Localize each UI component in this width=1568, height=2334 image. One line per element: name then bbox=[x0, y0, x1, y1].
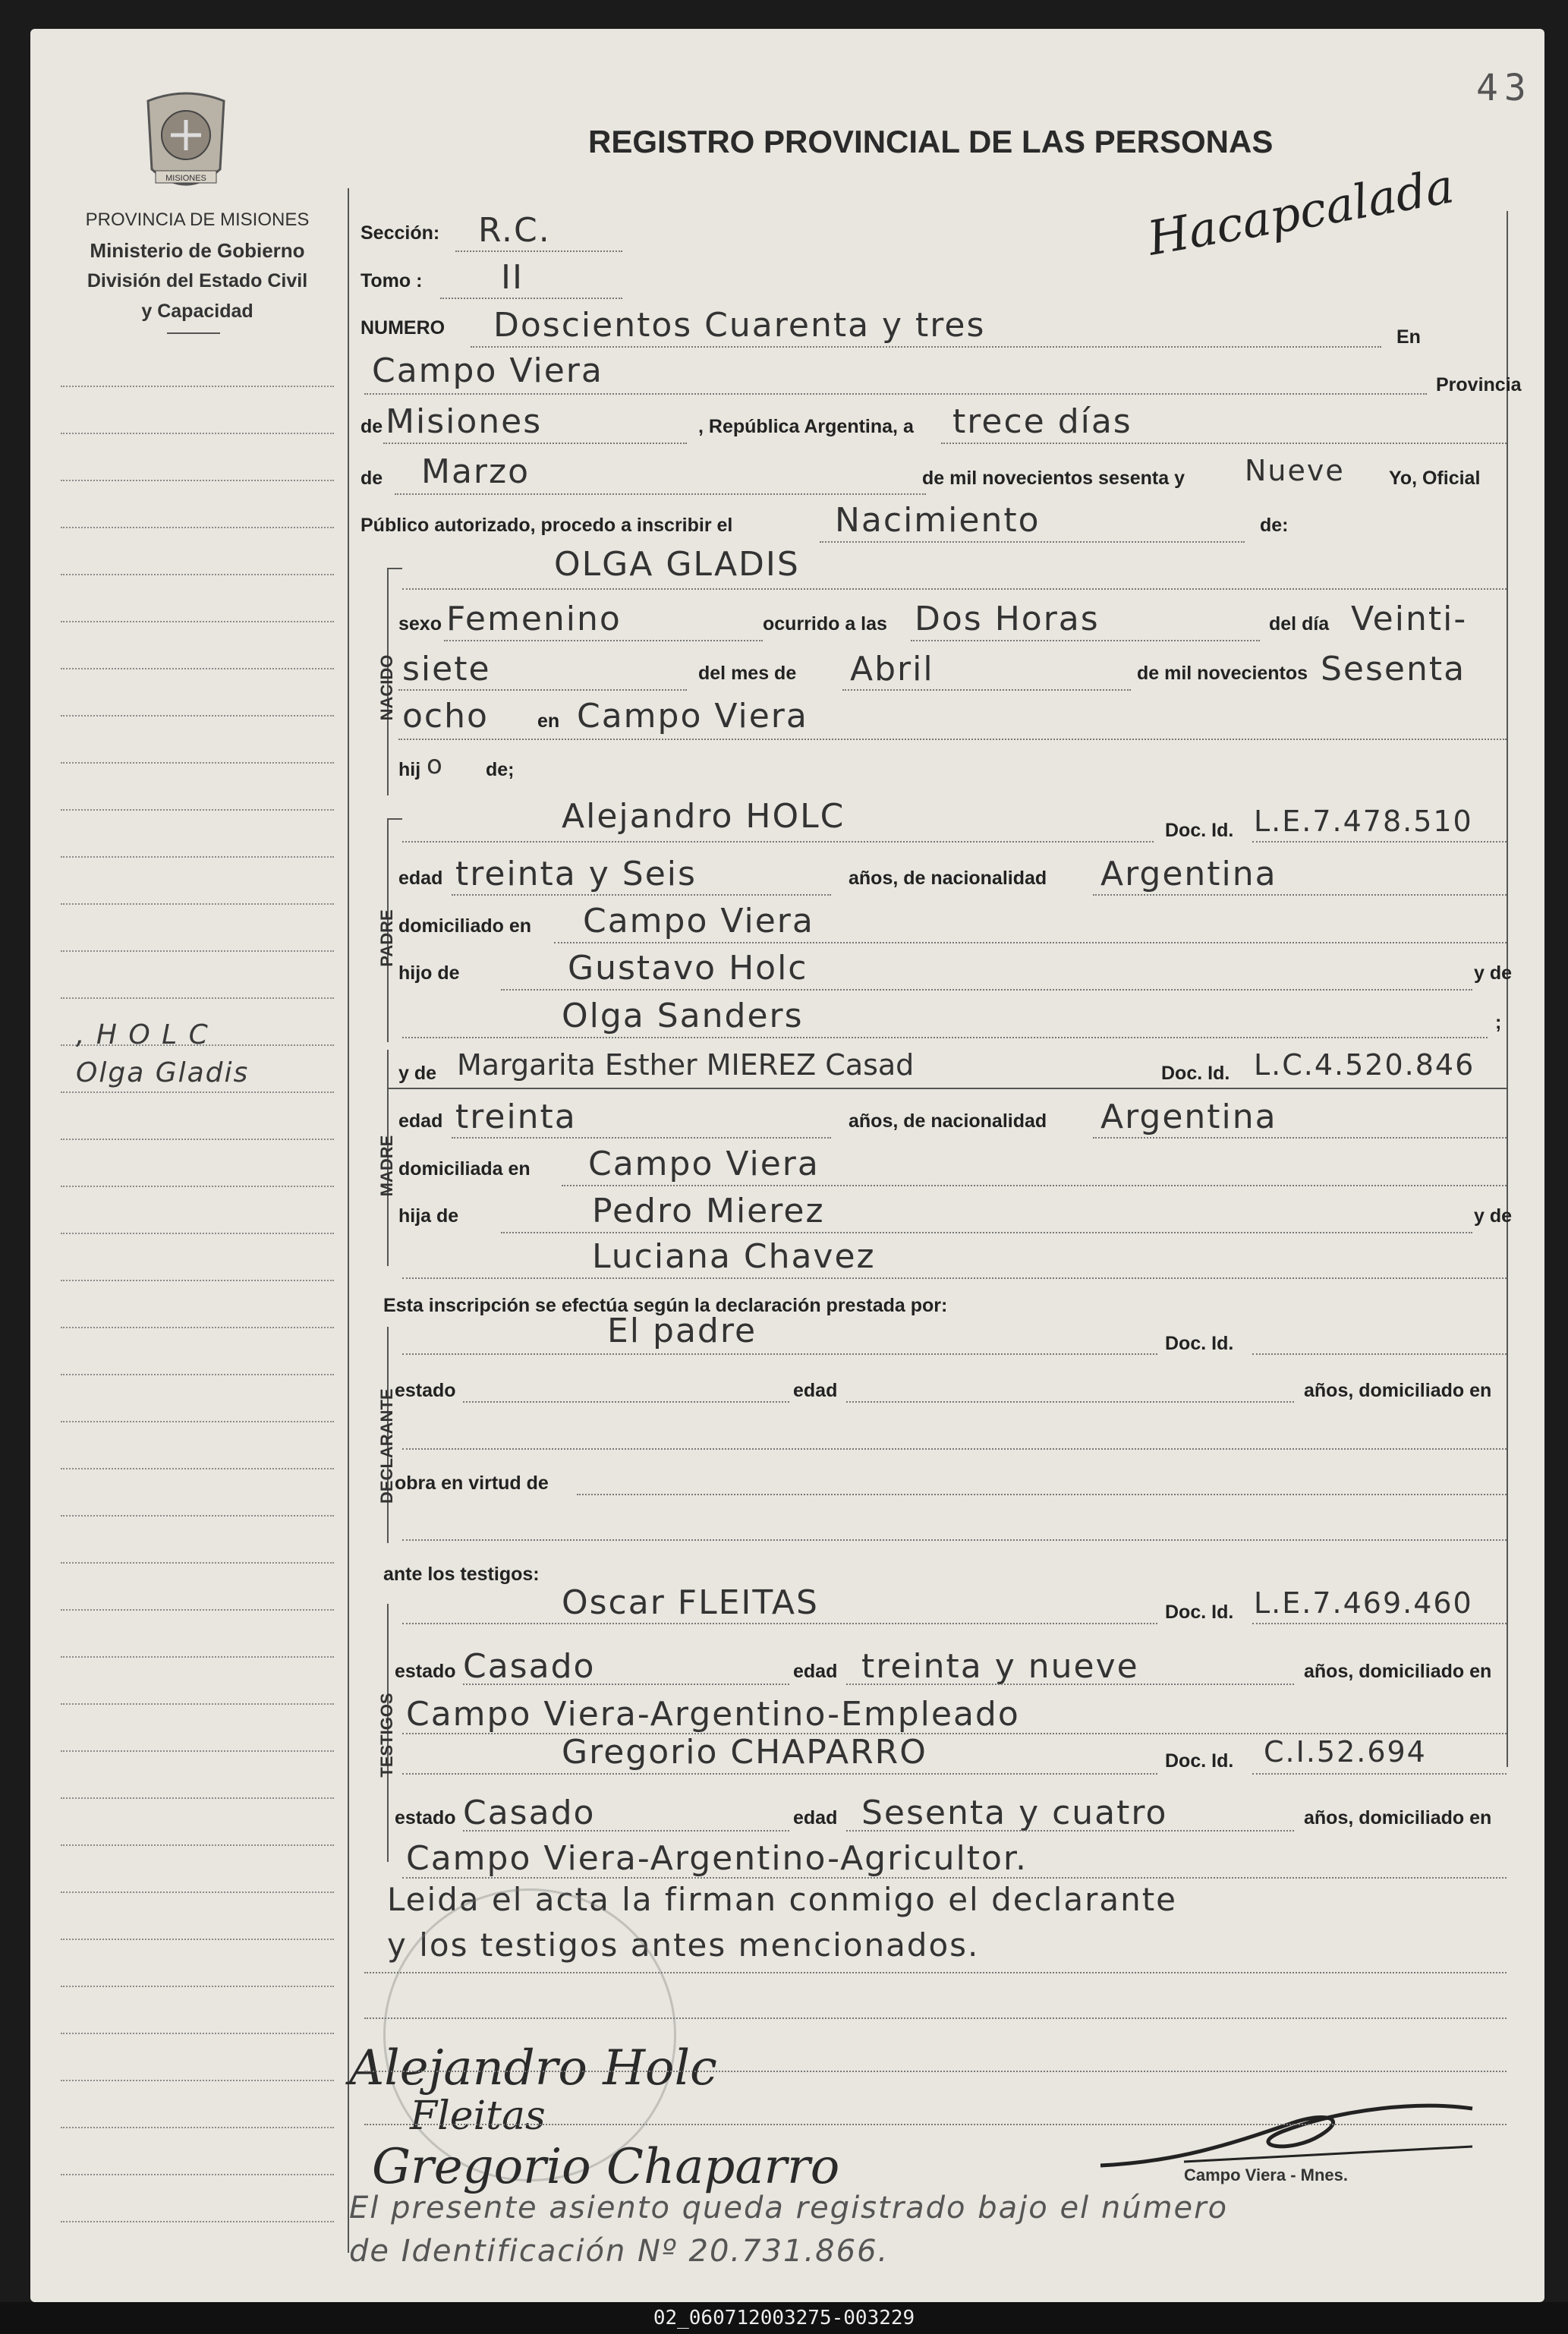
de-label-2: de bbox=[361, 468, 383, 489]
closing-line-1: Leida el acta la firman conmigo el declarante bbox=[387, 1881, 1178, 1918]
margin-rule bbox=[61, 2033, 334, 2034]
declarante-nombre: El padre bbox=[607, 1312, 757, 1350]
sexo-label: sexo bbox=[398, 613, 442, 635]
org-line-2: Ministerio de Gobierno bbox=[90, 239, 305, 262]
testigo1-edad: treinta y nueve bbox=[861, 1647, 1139, 1686]
declarante-obra-label: obra en virtud de bbox=[395, 1473, 549, 1494]
acto-line bbox=[820, 541, 1245, 543]
dia-value: trece días bbox=[952, 402, 1132, 441]
margin-rule bbox=[61, 1091, 334, 1093]
numero-label: NUMERO bbox=[361, 317, 446, 339]
en-label: En bbox=[1396, 326, 1421, 348]
closing-line-2: y los testigos antes mencionados. bbox=[387, 1926, 980, 1964]
declarante-extra-line bbox=[402, 1539, 1507, 1541]
nacido-nombre: OLGA GLADIS bbox=[554, 545, 800, 584]
official-stamp-text: Campo Viera - Mnes. bbox=[1184, 2165, 1348, 2184]
margin-note-name: Olga Gladis bbox=[76, 1057, 250, 1088]
madre-doc-label: Doc. Id. bbox=[1161, 1063, 1230, 1084]
testigo2-edad-line bbox=[846, 1830, 1294, 1832]
provincial-seal-icon bbox=[137, 86, 235, 200]
declarante-intro: Esta inscripción se efectúa según la declaración prestada por: bbox=[383, 1295, 948, 1316]
mes-line bbox=[395, 493, 926, 495]
padre-top bbox=[387, 818, 402, 820]
margin-rule bbox=[61, 433, 334, 434]
testigo2-doc-label: Doc. Id. bbox=[1165, 1750, 1234, 1772]
del-dia-label: del día bbox=[1269, 613, 1330, 635]
margin-rule bbox=[61, 1515, 334, 1517]
testigos-label: TESTIGOS bbox=[377, 1693, 396, 1778]
margin-rule bbox=[61, 668, 334, 669]
margin-rule bbox=[61, 1139, 334, 1140]
margin-rule bbox=[61, 1374, 334, 1375]
declarante-anios-label: años, domiciliado en bbox=[1304, 1380, 1492, 1401]
padre-hijo-label: hijo de bbox=[398, 962, 460, 984]
testigo1-dom: Campo Viera-Argentino-Empleado bbox=[406, 1695, 1020, 1734]
republica-label: , República Argentina, a bbox=[698, 416, 914, 437]
madre-edad-line bbox=[452, 1137, 831, 1139]
margin-rule bbox=[61, 1986, 334, 1987]
padre-nac-label: años, de nacionalidad bbox=[849, 868, 1047, 889]
testigo1-nombre: Oscar FLEITAS bbox=[562, 1583, 819, 1622]
page-title: REGISTRO PROVINCIAL DE LAS PERSONAS bbox=[588, 124, 1274, 159]
testigo2-doc-line bbox=[1252, 1773, 1507, 1775]
declarante-label: DECLARANTE bbox=[377, 1388, 396, 1504]
mes-value: Marzo bbox=[421, 452, 531, 491]
margin-rule bbox=[61, 527, 334, 528]
margin-rule bbox=[61, 856, 334, 858]
testigo2-estado-label: estado bbox=[395, 1807, 456, 1828]
nacido-lugar-line bbox=[398, 739, 1507, 740]
anio-value: Nueve bbox=[1245, 454, 1345, 487]
margin-rule bbox=[61, 574, 334, 575]
nacido-lugar: Campo Viera bbox=[577, 697, 808, 735]
padre-yde-label: y de bbox=[1474, 962, 1513, 984]
tomo-value: II bbox=[501, 258, 524, 297]
margin-rule bbox=[61, 1186, 334, 1187]
declarante-edad-line bbox=[846, 1401, 1294, 1403]
margin-note-surname: , H O L C bbox=[76, 1019, 209, 1050]
padre-edad-value: treinta y Seis bbox=[455, 855, 697, 893]
madre-dom-value: Campo Viera bbox=[588, 1145, 820, 1183]
hora-value: Dos Horas bbox=[915, 600, 1100, 638]
testigo1-estado-line bbox=[463, 1684, 789, 1685]
madre-padre-de: Pedro Mierez bbox=[592, 1192, 825, 1230]
nacido-mes-value: Abril bbox=[850, 650, 934, 688]
margin-rule bbox=[61, 1844, 334, 1846]
margin-rule bbox=[61, 2221, 334, 2222]
testigo1-doc-label: Doc. Id. bbox=[1165, 1602, 1234, 1623]
sexo-value: Femenino bbox=[446, 600, 622, 638]
margin-rule bbox=[61, 715, 334, 717]
madre-nac-line bbox=[1093, 1137, 1507, 1139]
madre-yde-label: y de bbox=[398, 1063, 437, 1084]
margin-rule bbox=[61, 1468, 334, 1469]
nacido-nombre-line bbox=[402, 588, 1507, 590]
seccion-line bbox=[455, 250, 622, 252]
madre-label: MADRE bbox=[377, 1135, 396, 1197]
padre-nombre: Alejandro HOLC bbox=[562, 797, 845, 836]
declarante-edad-label: edad bbox=[793, 1380, 838, 1401]
margin-rule bbox=[61, 762, 334, 764]
testigo1-doc: L.E.7.469.460 bbox=[1254, 1586, 1473, 1620]
madre-madre-de: Luciana Chavez bbox=[592, 1237, 876, 1276]
margin-rule bbox=[61, 1891, 334, 1893]
testigo2-doc: C.I.52.694 bbox=[1264, 1735, 1427, 1769]
madre-madre-line bbox=[402, 1277, 1507, 1279]
nacido-top bbox=[387, 568, 402, 569]
acto-value: Nacimiento bbox=[835, 501, 1041, 540]
madre-yde-2: y de bbox=[1474, 1205, 1513, 1227]
signature-line-b bbox=[364, 2124, 1507, 2125]
signature-line-a bbox=[364, 2071, 1507, 2072]
margin-rule bbox=[61, 1421, 334, 1422]
left-frame bbox=[348, 188, 349, 2253]
testigo1-nombre-line bbox=[402, 1623, 1157, 1624]
margin-rule bbox=[61, 1280, 334, 1281]
nacido-anio-b: ocho bbox=[402, 697, 489, 735]
declarante-estado-line bbox=[463, 1401, 789, 1403]
numero-value: Doscientos Cuarenta y tres bbox=[493, 306, 986, 345]
padre-doc-value: L.E.7.478.510 bbox=[1254, 805, 1473, 838]
padre-madre-de: Olga Sanders bbox=[562, 997, 804, 1035]
divider bbox=[167, 332, 220, 334]
padre-dom-value: Campo Viera bbox=[583, 902, 814, 940]
padre-dom-line bbox=[554, 942, 1507, 943]
testigo2-estado-line bbox=[463, 1830, 789, 1832]
dia-b-line bbox=[398, 689, 687, 691]
madre-nac-label: años, de nacionalidad bbox=[849, 1110, 1047, 1132]
provincia-label: Provincia bbox=[1436, 374, 1522, 395]
margin-rule bbox=[61, 1562, 334, 1564]
testigo1-anios-label: años, domiciliado en bbox=[1304, 1661, 1492, 1682]
testigo1-estado-label: estado bbox=[395, 1661, 456, 1682]
testigo1-doc-line bbox=[1252, 1623, 1507, 1624]
lugar-line bbox=[364, 393, 1427, 395]
padre-nombre-line bbox=[402, 841, 1154, 843]
hijo-label-a: hij bbox=[398, 759, 421, 780]
testigo1-estado: Casado bbox=[463, 1647, 596, 1686]
nacido-en-label: en bbox=[537, 710, 560, 732]
nacido-mes-label: del mes de bbox=[698, 663, 797, 684]
padre-dom-label: domiciliado en bbox=[398, 915, 532, 937]
de-label: de bbox=[361, 416, 383, 437]
testigo1-edad-label: edad bbox=[793, 1661, 838, 1682]
declarante-doc-line bbox=[1252, 1353, 1507, 1355]
signature-testigo2: Gregorio Chaparro bbox=[372, 2139, 840, 2195]
testigo2-edad-label: edad bbox=[793, 1807, 838, 1828]
testigo1-edad-line bbox=[846, 1684, 1294, 1685]
declarante-nombre-line bbox=[402, 1353, 1157, 1355]
testigo2-nombre: Gregorio CHAPARRO bbox=[562, 1733, 927, 1772]
margin-rule bbox=[61, 950, 334, 952]
seccion-value: R.C. bbox=[478, 211, 551, 250]
margin-rule bbox=[61, 2127, 334, 2128]
lugar-value: Campo Viera bbox=[372, 351, 603, 390]
declarante-dom-line bbox=[402, 1448, 1507, 1450]
org-line-4: y Capacidad bbox=[141, 301, 253, 322]
note-line-1: El presente asiento queda registrado bajo el número bbox=[349, 2191, 1229, 2225]
tomo-line bbox=[440, 298, 622, 299]
declarante-doc-label: Doc. Id. bbox=[1165, 1333, 1234, 1354]
madre-edad-label: edad bbox=[398, 1110, 443, 1132]
org-line-1: PROVINCIA DE MISIONES bbox=[85, 209, 310, 230]
padre-semicolon: ; bbox=[1495, 1012, 1502, 1033]
madre-nac-value: Argentina bbox=[1100, 1098, 1277, 1136]
margin-rule bbox=[61, 1703, 334, 1705]
margin-rule bbox=[61, 1609, 334, 1611]
madre-hija-label: hija de bbox=[398, 1205, 459, 1227]
margin-rule bbox=[61, 1327, 334, 1328]
madre-edad-value: treinta bbox=[455, 1098, 577, 1136]
nacido-mes-line bbox=[842, 689, 1131, 691]
padre-doc-line bbox=[1252, 841, 1507, 843]
org-line-3: División del Estado Civil bbox=[87, 270, 308, 291]
padre-nac-line bbox=[1093, 894, 1507, 896]
testigo2-edad: Sesenta y cuatro bbox=[861, 1794, 1168, 1832]
publico-label: Público autorizado, procedo a inscribir el bbox=[361, 515, 733, 536]
madre-doc-value: L.C.4.520.846 bbox=[1254, 1048, 1475, 1082]
testigo2-dom: Campo Viera-Argentino-Agricultor. bbox=[406, 1839, 1028, 1878]
numero-line bbox=[471, 346, 1381, 348]
right-frame bbox=[1507, 211, 1508, 1767]
nacido-label: NACIDO bbox=[377, 654, 396, 721]
testigo2-dom-line bbox=[402, 1877, 1507, 1879]
signature-padre: Alejandro Holc bbox=[349, 2040, 717, 2096]
padre-padre-de: Gustavo Holc bbox=[568, 949, 808, 987]
testigo2-estado: Casado bbox=[463, 1794, 596, 1832]
page-number: 43 bbox=[1476, 67, 1532, 109]
madre-padre-line bbox=[501, 1232, 1472, 1233]
dia-value-a: Veinti- bbox=[1351, 600, 1468, 638]
madre-dom-label: domiciliada en bbox=[398, 1158, 531, 1180]
margin-rule bbox=[61, 1939, 334, 1940]
madre-dom-line bbox=[562, 1185, 1507, 1186]
note-line-2: de Identificación Nº 20.731.866. bbox=[349, 2234, 889, 2269]
padre-doc-label: Doc. Id. bbox=[1165, 820, 1234, 841]
provincia-value: Misiones bbox=[386, 402, 543, 441]
padre-edad-label: edad bbox=[398, 868, 443, 889]
padre-madre-line bbox=[402, 1037, 1488, 1038]
seal-text: MISIONES bbox=[165, 174, 206, 183]
signature-testigo1: Fleitas bbox=[410, 2093, 546, 2139]
margin-rule bbox=[61, 2174, 334, 2175]
dia-value-b: siete bbox=[402, 650, 491, 688]
hijo-value: o bbox=[427, 750, 444, 780]
de-colon: de: bbox=[1260, 515, 1289, 536]
nacido-mil-label: de mil novecientos bbox=[1137, 663, 1308, 684]
margin-rule bbox=[61, 903, 334, 905]
seccion-label: Sección: bbox=[361, 222, 440, 244]
margin-rule bbox=[61, 2080, 334, 2081]
oficial-label: Yo, Oficial bbox=[1389, 468, 1481, 489]
padre-padre-line bbox=[501, 989, 1472, 991]
testigo2-anios-label: años, domiciliado en bbox=[1304, 1807, 1492, 1828]
margin-rule bbox=[61, 1233, 334, 1234]
top-signature: Hacapcalada bbox=[1143, 158, 1458, 266]
hijo-label-b: de; bbox=[486, 759, 515, 780]
margin-rule bbox=[61, 1656, 334, 1658]
margin-rule bbox=[61, 480, 334, 481]
provincia-line bbox=[383, 443, 687, 444]
registry-page bbox=[30, 29, 1544, 2302]
padre-label: PADRE bbox=[377, 909, 396, 967]
padre-edad-line bbox=[452, 894, 831, 896]
dia-line bbox=[941, 443, 1507, 444]
tomo-label: Tomo : bbox=[361, 270, 423, 291]
nacido-anio-a: Sesenta bbox=[1321, 650, 1466, 688]
margin-rule bbox=[61, 1750, 334, 1752]
hora-line bbox=[911, 640, 1260, 641]
padre-nac-value: Argentina bbox=[1100, 855, 1277, 893]
margin-rule bbox=[61, 1797, 334, 1799]
margin-rule bbox=[61, 621, 334, 622]
sexo-line bbox=[444, 640, 763, 641]
margin-rule bbox=[61, 386, 334, 387]
margin-rule bbox=[61, 809, 334, 811]
declarante-obra-line bbox=[577, 1494, 1507, 1495]
testigos-intro: ante los testigos: bbox=[383, 1564, 540, 1585]
declarante-estado-label: estado bbox=[395, 1380, 456, 1401]
madre-top-line bbox=[387, 1088, 1507, 1089]
org-block bbox=[61, 205, 334, 326]
testigo2-nombre-line bbox=[402, 1773, 1157, 1775]
ocurrido-label: ocurrido a las bbox=[763, 613, 887, 635]
image-id-footer: 02_060712003275-003229 bbox=[0, 2302, 1568, 2334]
mil-label: de mil novecientos sesenta y bbox=[922, 468, 1185, 489]
margin-rule bbox=[61, 997, 334, 999]
madre-nombre: Margarita Esther MIEREZ Casad bbox=[457, 1048, 915, 1082]
